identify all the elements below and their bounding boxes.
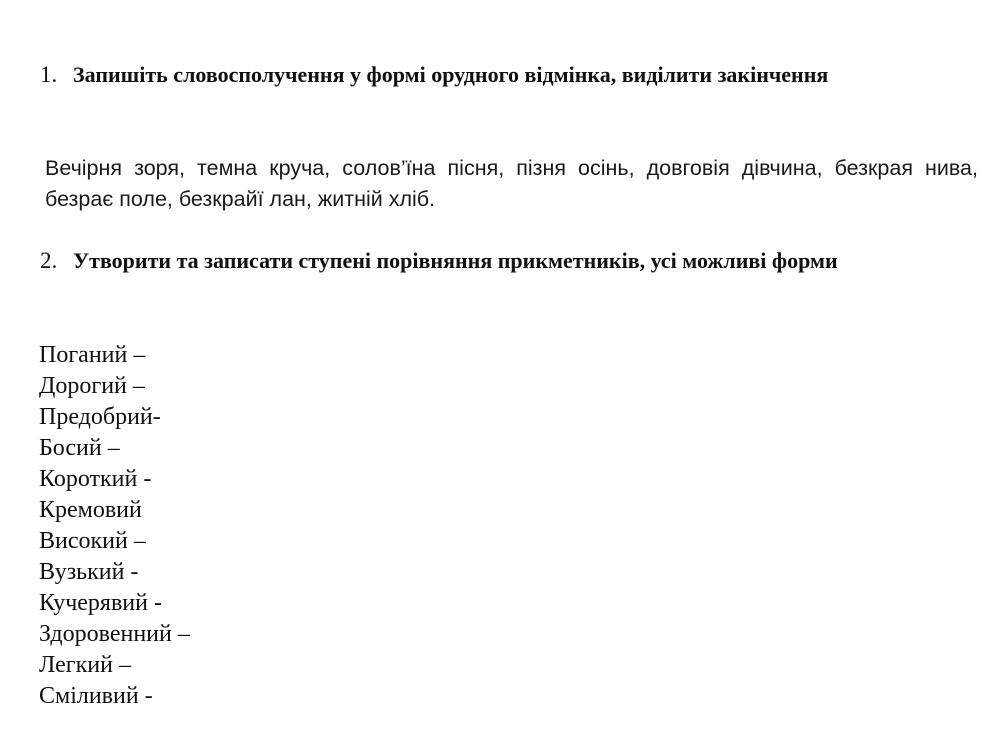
adjective-item: Предобрий- <box>39 404 161 430</box>
task-1 <box>40 60 978 90</box>
adjective-item: Поганий – <box>39 342 146 368</box>
adjective-item: Сміливий - <box>39 683 153 709</box>
adjective-item: Дорогий – <box>39 373 145 399</box>
task-2-number: 2. <box>40 248 58 273</box>
adjective-item: Високий – <box>39 528 146 554</box>
adjective-item: Легкий – <box>39 652 131 678</box>
task-1-number: 1. <box>40 62 58 87</box>
adjective-item: Кучерявий - <box>39 590 162 616</box>
adjective-item: Здоровенний – <box>39 621 190 647</box>
task-1-instruction: Запишіть словосполучення у формі орудного відмінка, виділити закінчення <box>73 62 829 87</box>
adjective-item: Короткий - <box>39 466 152 492</box>
adjective-item: Босий – <box>39 435 120 461</box>
adjective-list <box>39 340 190 712</box>
task-2-instruction: Утворити та записати ступені порівняння прикметників, усі можливі форми <box>73 248 838 273</box>
adjective-item: Вузький - <box>39 559 139 585</box>
phrases-paragraph: Вечірня зоря, темна круча, солов’їна пісня, пізня осінь, довговія дівчина, безкрая нива, безрає поле, безкрайї лан, житній хліб. <box>45 156 978 211</box>
adjective-item: Кремовий <box>39 497 142 523</box>
task-2 <box>40 246 978 276</box>
